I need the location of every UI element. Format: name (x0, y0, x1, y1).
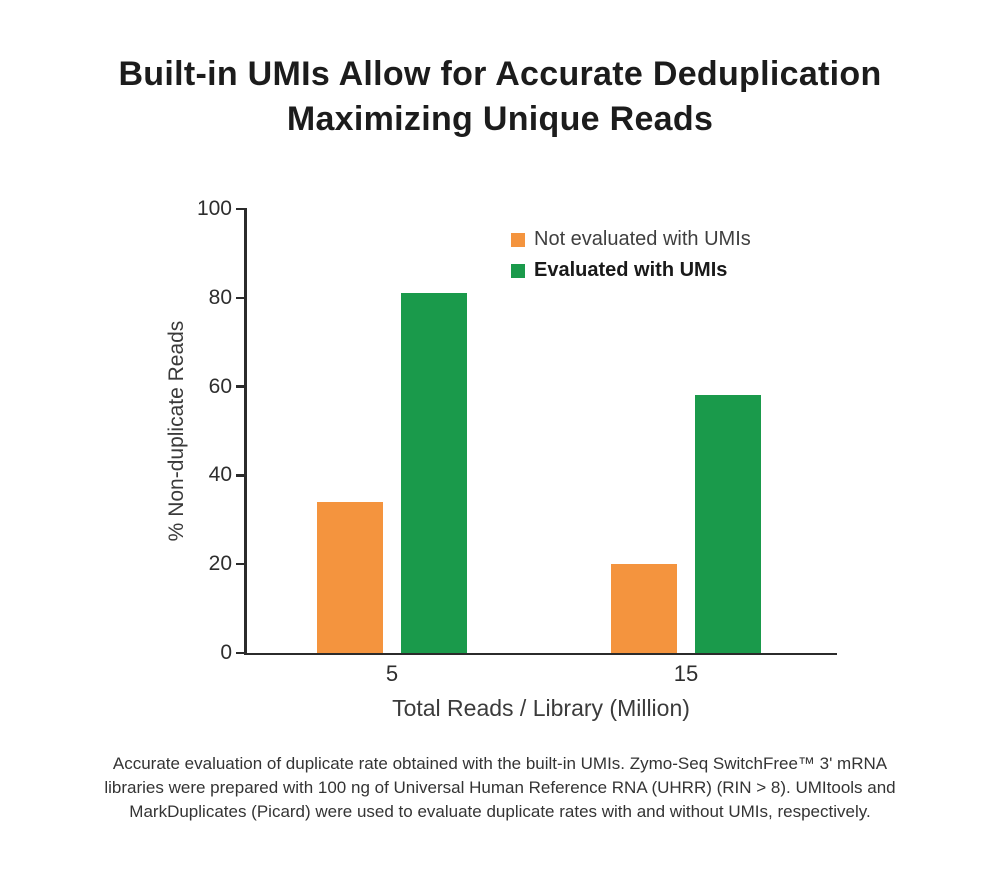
x-tick-label-15: 15 (673, 661, 699, 686)
bar-evaluated-5m (401, 293, 467, 653)
bar-evaluated-15m (695, 395, 761, 653)
figure-title-line2: Maximizing Unique Reads (286, 100, 714, 138)
x-tick-label-5: 5 (385, 661, 399, 686)
y-tick-label-100: 100 (196, 197, 232, 220)
caption (50, 752, 950, 824)
y-axis-title: % Non-duplicate Reads (165, 320, 188, 542)
legend (511, 224, 751, 286)
y-tick-mark-0 (236, 652, 245, 655)
y-axis-line (244, 208, 247, 655)
y-tick-mark-100 (236, 208, 245, 211)
caption-line1: Accurate evaluation of duplicate rate obtained with the built-in UMIs. Zymo-Seq SwitchFree™ 3' mRNA (112, 754, 888, 773)
legend-item-evaluated (511, 255, 751, 286)
y-tick-mark-20 (236, 563, 245, 566)
bar-not-evaluated-15m (611, 564, 677, 653)
y-tick-label-0: 0 (220, 641, 232, 664)
y-tick-label-60: 60 (208, 374, 232, 398)
y-tick-label-40: 40 (208, 463, 232, 487)
legend-label: Not evaluated with UMIs (534, 228, 751, 250)
y-tick-label-20: 20 (208, 552, 232, 576)
legend-item-not-evaluated (511, 224, 751, 255)
y-tick-mark-60 (236, 385, 245, 388)
legend-swatch-green-icon (511, 264, 525, 278)
x-axis-title: Total Reads / Library (Million) (392, 695, 690, 721)
bar-not-evaluated-5m (317, 502, 383, 653)
legend-label: Evaluated with UMIs (534, 259, 728, 281)
y-tick-mark-80 (236, 297, 245, 300)
caption-line3: MarkDuplicates (Picard) were used to evaluate duplicate rates with and without UMIs, respectively. (129, 802, 871, 821)
legend-swatch-orange-icon (511, 233, 525, 247)
y-tick-label-80: 80 (208, 285, 232, 309)
y-tick-mark-40 (236, 474, 245, 477)
figure-title-line1: Built-in UMIs Allow for Accurate Deduplication (118, 55, 882, 93)
caption-line2: libraries were prepared with 100 ng of Universal Human Reference RNA (UHRR) (RIN > 8). UMItools and (104, 778, 896, 797)
